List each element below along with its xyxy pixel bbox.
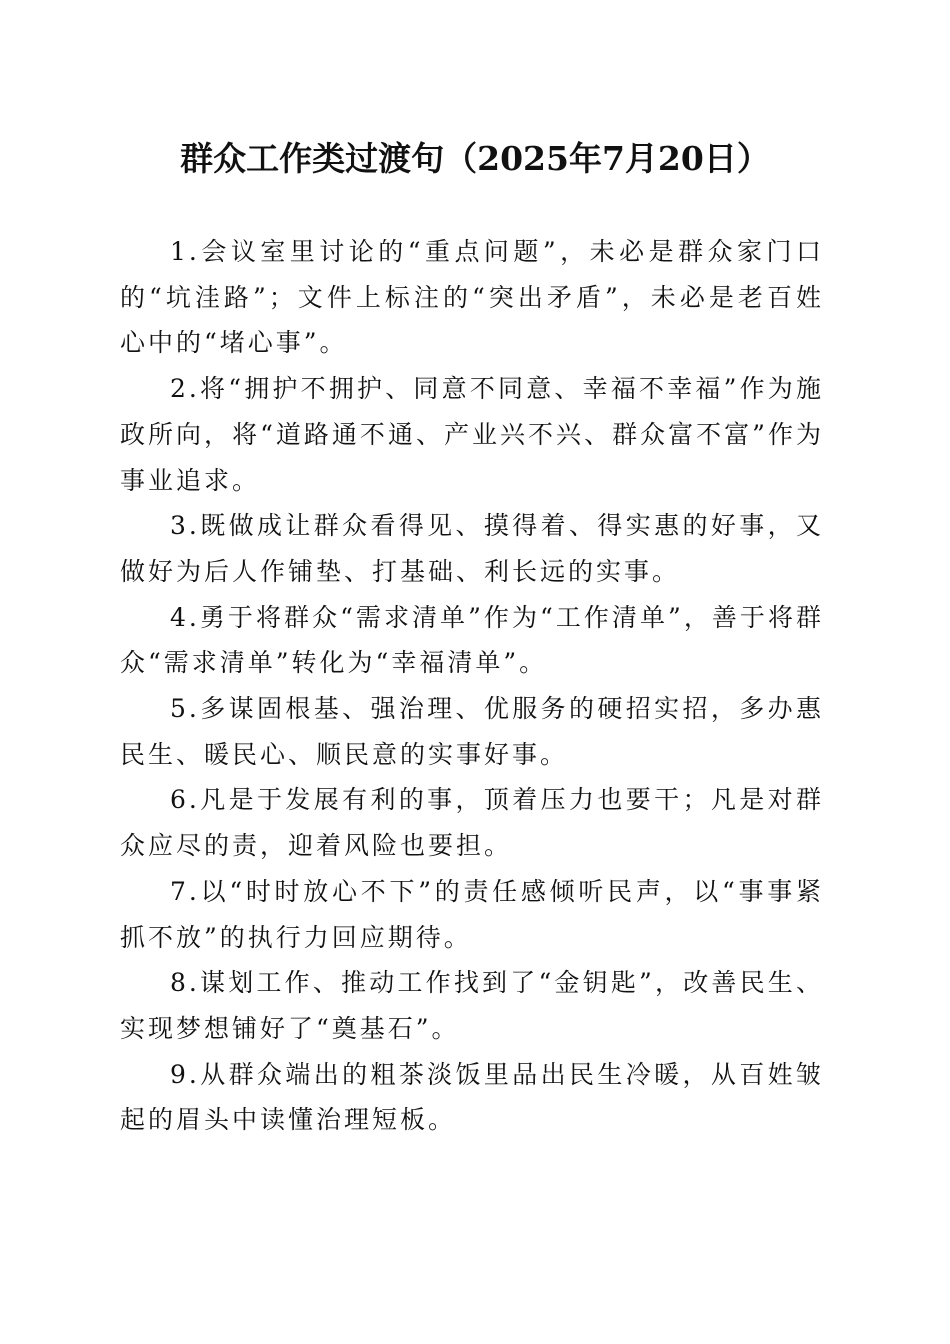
list-item-5: 5.多谋固根基、强治理、优服务的硬招实招，多办惠民生、暖民心、顺民意的实事好事。: [120, 694, 824, 769]
list-item-8: 8.谋划工作、推动工作找到了“金钥匙”，改善民生、实现梦想铺好了“奠基石”。: [120, 968, 824, 1043]
list-item-4: 4.勇于将群众“需求清单”作为“工作清单”，善于将群众“需求清单”转化为“幸福清单”。: [120, 602, 824, 678]
list-item-2: 2.将“拥护不拥护、同意不同意、幸福不幸福”作为施政所向，将“道路通不通、产业兴不兴、群众富不富”作为事业追求。: [120, 374, 824, 495]
list-item-9: 9.从群众端出的粗茶淡饭里品出民生冷暖，从百姓皱起的眉头中读懂治理短板。: [120, 1059, 824, 1135]
document-body: [120, 229, 824, 1143]
document-title: 群众工作类过渡句（2025年7月20日）: [180, 139, 770, 178]
list-item-6: 6.凡是于发展有利的事，顶着压力也要干；凡是对群众应尽的责，迎着风险也要担。: [120, 785, 824, 861]
list-item-1: 1.会议室里讨论的“重点问题”，未必是群众家门口的“坑洼路”；文件上标注的“突出矛盾”，未必是老百姓心中的“堵心事”。: [120, 237, 824, 358]
list-item-7: 7.以“时时放心不下”的责任感倾听民声，以“事事紧抓不放”的执行力回应期待。: [120, 876, 824, 952]
list-item-3: 3.既做成让群众看得见、摸得着、得实惠的好事，又做好为后人作铺垫、打基础、利长远的实事。: [120, 511, 824, 586]
